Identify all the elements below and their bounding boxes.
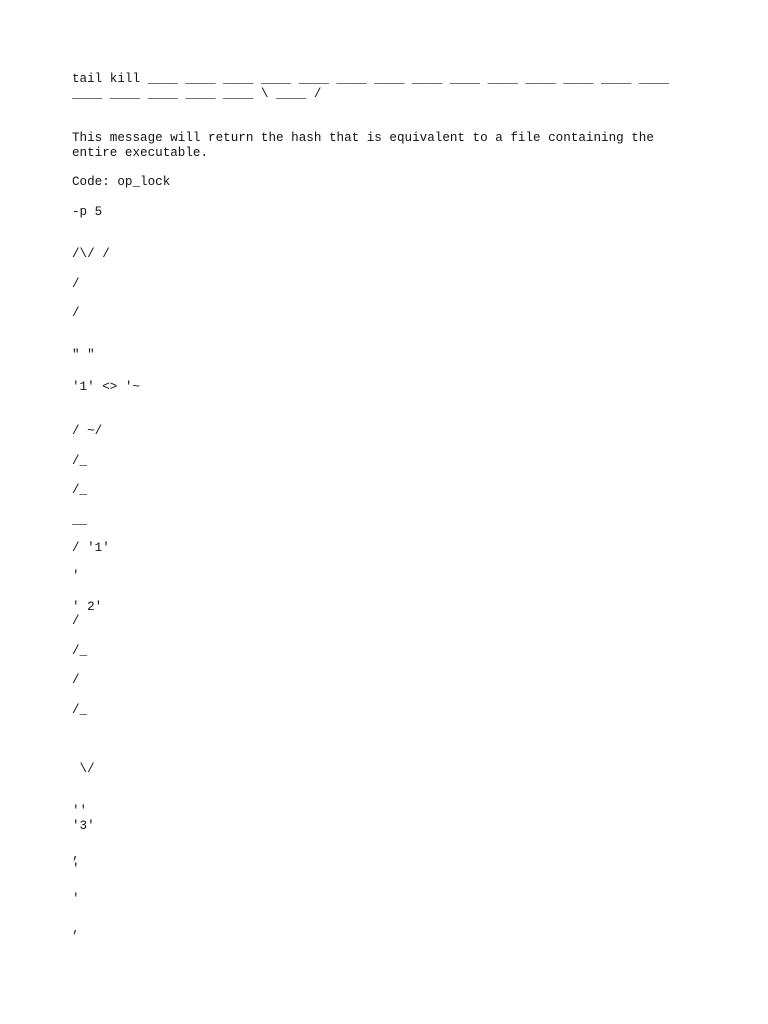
fragment-line: /_ xyxy=(72,644,88,658)
fragment-line: ' 2' xyxy=(72,600,103,614)
fragment-line: '' xyxy=(72,804,88,818)
fragment-line: / xyxy=(72,277,80,291)
fragment-line: /_ xyxy=(72,703,88,717)
fragment-line: , xyxy=(72,922,80,936)
fragment-line: __ xyxy=(72,513,88,527)
flag-line: -p 5 xyxy=(72,205,103,219)
fragment-line: ' xyxy=(72,569,80,583)
fragment-line: /\/ / xyxy=(72,247,110,261)
code-line: Code: op_lock xyxy=(72,175,171,189)
fragment-line: , xyxy=(72,848,80,862)
fragment-line: '3' xyxy=(72,819,95,833)
fragment-line: /_ xyxy=(72,483,88,497)
message-paragraph: This message will return the hash that is equivalent to a file containing the entire executable. xyxy=(72,131,662,160)
fragment-line: / ~/ xyxy=(72,424,103,438)
fragment-line: / xyxy=(72,306,80,320)
fragment-line: / xyxy=(72,673,80,687)
fragment-line: /_ xyxy=(72,454,88,468)
fragment-line: " " xyxy=(72,348,95,362)
fragment-line: ' xyxy=(72,892,80,906)
heading-line: tail kill ____ ____ ____ ____ ____ ____ ____ ____ ____ ____ ____ ____ ____ ____ ____ ____ ____ ____ ____ \ ____ / xyxy=(72,72,677,101)
fragment-line: / '1' xyxy=(72,541,110,555)
fragment-line: \/ xyxy=(72,762,95,776)
fragment-line: / xyxy=(72,614,80,628)
fragment-line: ' xyxy=(72,862,80,876)
fragment-line: '1' <> '~ xyxy=(72,380,141,394)
